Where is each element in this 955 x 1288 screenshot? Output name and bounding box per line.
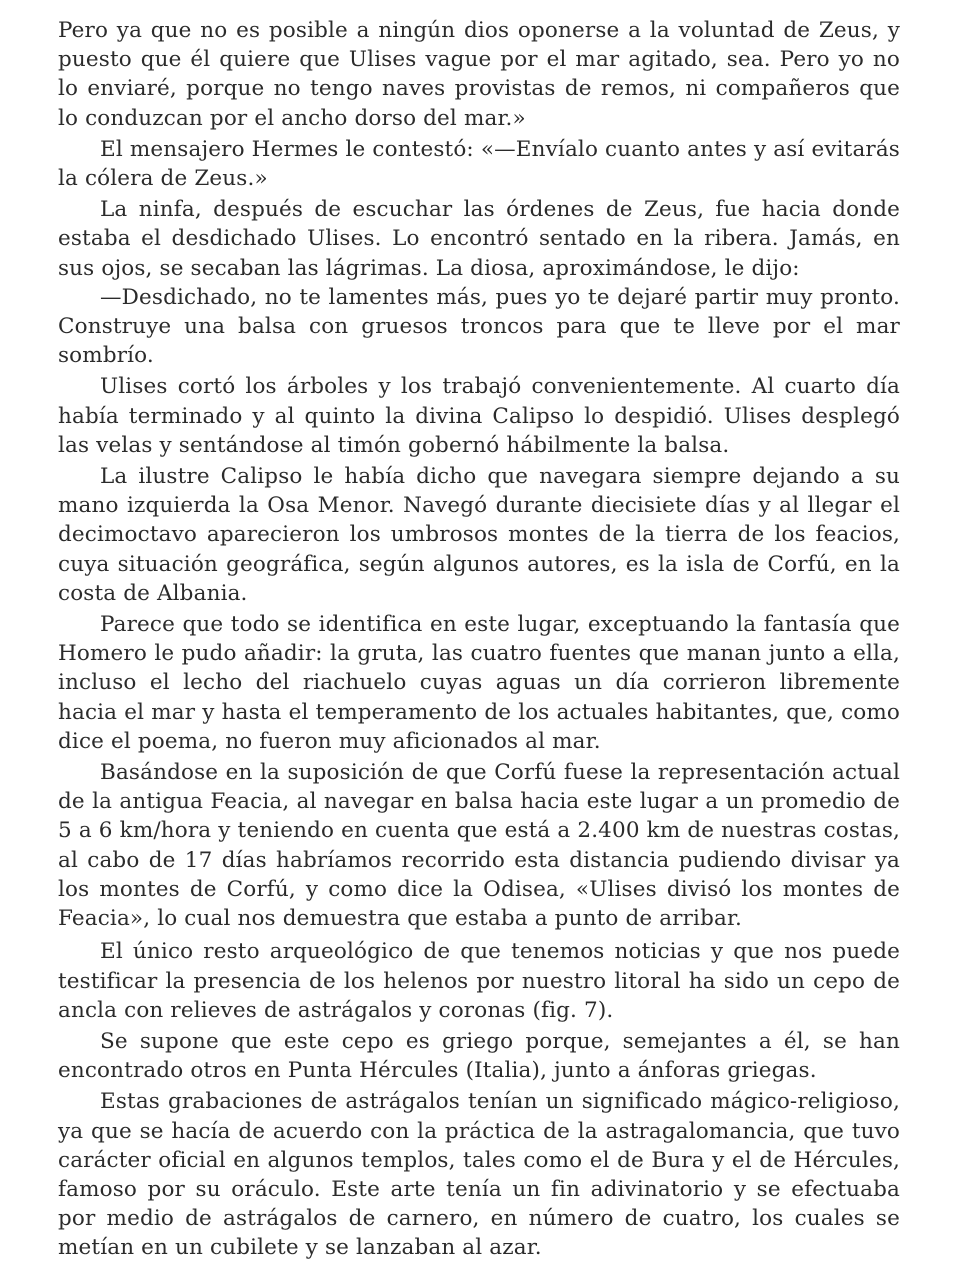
paragraph-build-raft: —Desdichado, no te lamentes más, pues yo te dejaré partir muy pronto. Construye una balsa con gruesos troncos para que te lleve por el mar sombrío. — [58, 284, 900, 369]
paragraph-zeus-will: Pero ya que no es posible a ningún dios oponerse a la voluntad de Zeus, y puesto que él quiere que Ulises vague por el mar agitado, sea. Pero yo no lo enviaré, porque no tengo naves provistas de remos, ni compañeros que lo conduzcan por el ancho dorso del mar.» — [58, 18, 900, 131]
paragraph-corfu-identification: Parece que todo se identifica en este lugar, exceptuando la fantasía que Homero le pudo añadir: la gruta, las cuatro fuentes que manan junto a ella, incluso el lecho del riachuelo cuyas aguas un día corrieron libremente hacia el mar y hasta el temperamento de los actuales habitantes, que, como dice el poema, no fueron muy aficionados al mar. — [58, 612, 900, 754]
paragraph-osa-menor: La ilustre Calipso le había dicho que navegara siempre dejando a su mano izquierda la Osa Menor. Navegó durante diecisiete días y al llegar el decimoctavo aparecieron los umbrosos montes de la tierra de los feacios, cuya situación geográfica, según algunos autores, es la isla de Corfú, en la costa de Albania. — [58, 464, 900, 606]
paragraph-astragalomancy: Estas grabaciones de astrágalos tenían un significado mágico-religioso, ya que se hacía de acuerdo con la práctica de la astragalomancia, que tuvo carácter oficial en algunos templos, tales como el de Bura y el de Hércules, famoso por su oráculo. Este arte tenía un fin adivinatorio y se efectuaba por medio de astrágalos de carnero, en número de cuatro, los cuales se metían en un cubilete y se lanzaban al azar. — [58, 1089, 900, 1261]
paragraph-ulises-departs: Ulises cortó los árboles y los trabajó convenientemente. Al cuarto día había terminado y al quinto la divina Calipso lo despidió. Ulises desplegó las velas y sentándose al timón gobernó hábilmente la balsa. — [58, 374, 900, 458]
paragraph-archaeological-remains: El único resto arqueológico de que tenemos noticias y que nos puede testificar la presencia de los helenos por nuestro litoral ha sido un cepo de ancla con relieves de astrágalos y coronas (fig. 7). — [58, 939, 900, 1023]
paragraph-feacia-distance: Basándose en la suposición de que Corfú fuese la representación actual de la antigua Feacia, al navegar en balsa hacia este lugar a un promedio de 5 a 6 km/hora y teniendo en cuenta que está a 2.400 km de nuestras costas, al cabo de 17 días habríamos recorrido esta distancia pudiendo divisar ya los montes de Corfú, y como dice la Odisea, «Ulises divisó los montes de Feacia», lo cual nos demuestra que estaba a punto de arribar. — [58, 760, 900, 932]
paragraph-greek-anchor: Se supone que este cepo es griego porque, semejantes a él, se han encontrado otros en Punta Hércules (Italia), junto a ánforas griegas. — [58, 1028, 900, 1084]
paragraph-nymph-goes: La ninfa, después de escuchar las órdenes de Zeus, fue hacia donde estaba el desdichado Ulises. Lo encontró sentado en la ribera. Jamás, en sus ojos, se secaban las lágrimas. La diosa, aproximándose, le dijo: — [58, 197, 900, 281]
paragraph-hermes-reply: El mensajero Hermes le contestó: «—Envíalo cuanto antes y así evitarás la cólera de Zeus.» — [58, 136, 900, 192]
